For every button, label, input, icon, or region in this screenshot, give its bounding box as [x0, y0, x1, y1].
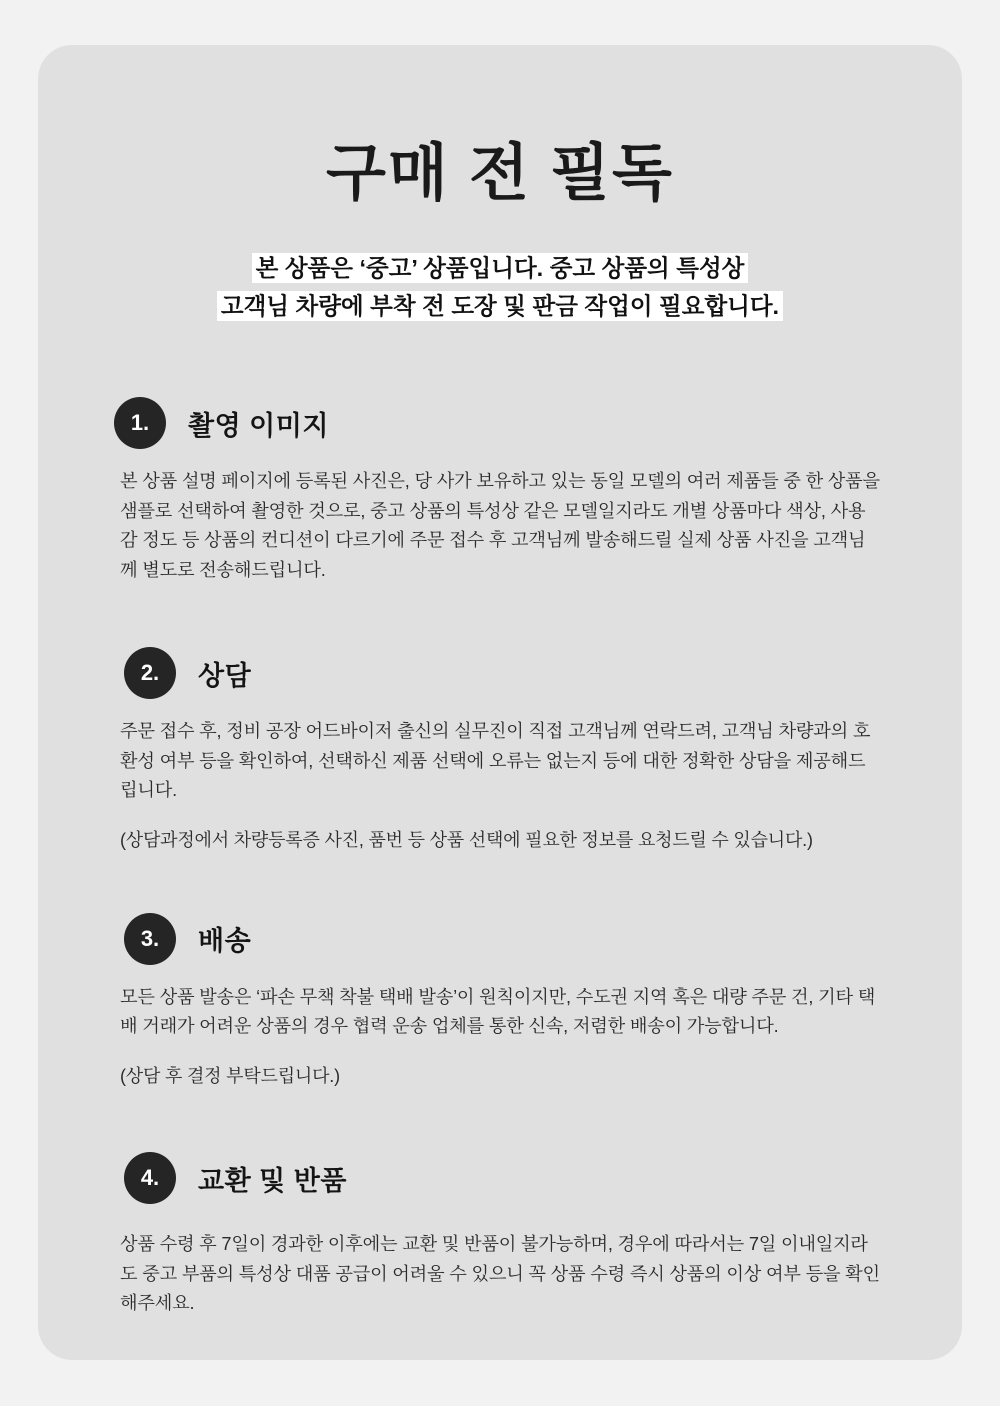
section-header [124, 1152, 880, 1204]
section-header [114, 397, 880, 449]
section-shipping [120, 913, 880, 1091]
section-title: 교환 및 반품 [198, 1165, 347, 1196]
section-title: 배송 [198, 926, 252, 957]
section-number-badge: 4. [124, 1152, 176, 1204]
section-title: 상담 [198, 660, 252, 691]
section-header [124, 913, 880, 965]
section-consult [120, 647, 880, 854]
section-header [124, 647, 880, 699]
section-photo [120, 397, 880, 585]
subtitle-line-1: 본 상품은 ‘중고’ 상품입니다. 중고 상품의 특성상 [252, 253, 749, 283]
subtitle-block [38, 250, 962, 325]
section-exchange-return [120, 1152, 880, 1318]
notice-card [38, 45, 962, 1360]
subtitle-line-2: 고객님 차량에 부착 전 도장 및 판금 작업이 필요합니다. [217, 291, 783, 321]
section-paragraph: 본 상품 설명 페이지에 등록된 사진은, 당 사가 보유하고 있는 동일 모델의 여러 제품들 중 한 상품을 샘플로 선택하여 촬영한 것으로, 중고 상품의 특성상 같은 모델일지라도 개별 상품마다 색상, 사용감 정도 등 상품의 컨디션이 다르기에 주문 접수 후 고객님께 발송해드릴 실제 상품 사진을 고객님께 별도로 전송해드립니다. [120, 471, 880, 580]
section-number-badge: 2. [124, 647, 176, 699]
section-number-badge: 1. [114, 397, 166, 449]
section-note: (상담과정에서 차량등록증 사진, 품번 등 상품 선택에 필요한 정보를 요청드릴 수 있습니다.) [120, 829, 813, 850]
section-number-badge: 3. [124, 913, 176, 965]
section-note: (상담 후 결정 부탁드립니다.) [120, 1065, 340, 1086]
section-title: 촬영 이미지 [188, 410, 329, 441]
page-title: 구매 전 필독 [326, 139, 674, 208]
section-paragraph: 주문 접수 후, 정비 공장 어드바이저 출신의 실무진이 직접 고객님께 연락드려, 고객님 차량과의 호환성 여부 등을 확인하여, 선택하신 제품 선택에 오류는 없는지 등에 대한 정확한 상담을 제공해드립니다. [120, 721, 871, 801]
section-paragraph: 상품 수령 후 7일이 경과한 이후에는 교환 및 반품이 불가능하며, 경우에 따라서는 7일 이내일지라도 중고 부품의 특성상 대품 공급이 어려울 수 있으니 꼭 상품 수령 즉시 상품의 이상 여부 등을 확인해주세요. [120, 1234, 880, 1314]
section-paragraph: 모든 상품 발송은 ‘파손 무책 착불 택배 발송’이 원칙이지만, 수도권 지역 혹은 대량 주문 건, 기타 택배 거래가 어려운 상품의 경우 협력 운송 업체를 통한 신속, 저렴한 배송이 가능합니다. [120, 986, 876, 1037]
